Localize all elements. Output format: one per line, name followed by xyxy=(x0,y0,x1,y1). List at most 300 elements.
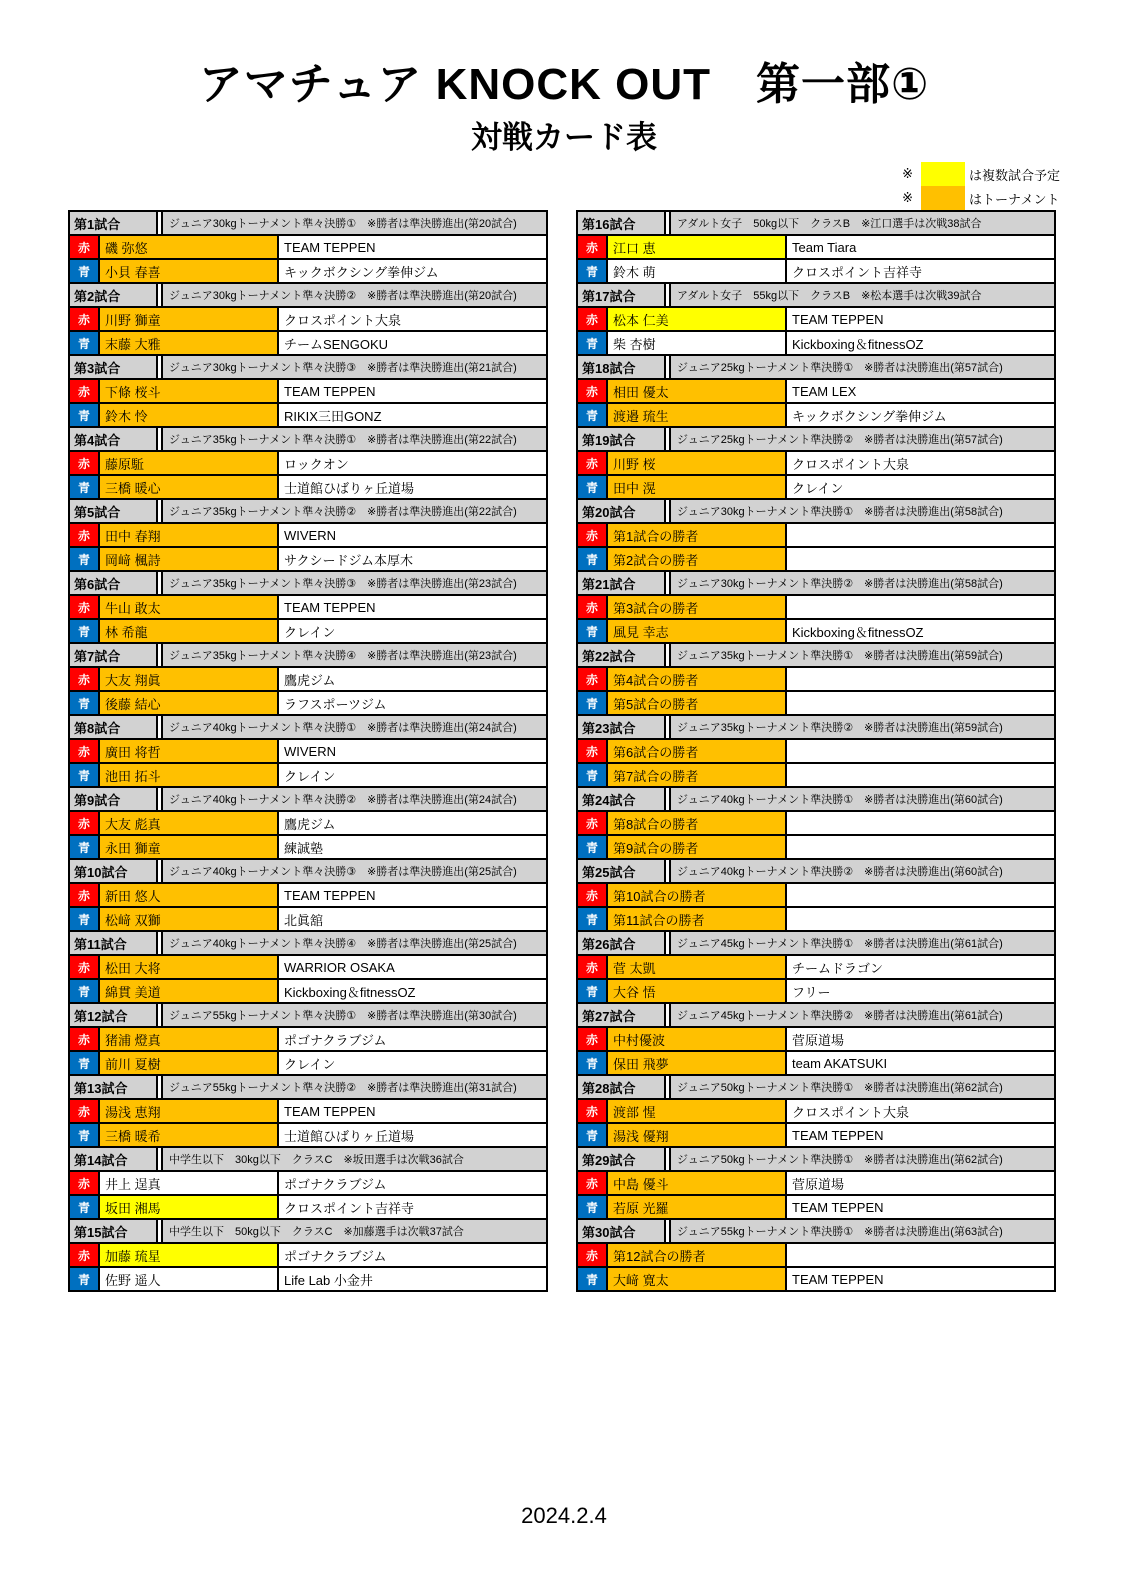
match-number: 第6試合 xyxy=(70,572,158,594)
blue-corner-badge: 青 xyxy=(578,1124,608,1146)
blue-fighter-row xyxy=(70,1196,546,1218)
blue-corner-badge: 青 xyxy=(70,476,100,498)
blue-fighter-name: 渡邉 琉生 xyxy=(608,404,787,426)
match-description: ジュニア50kgトーナメント準決勝① ※勝者は決勝進出(第62試合) xyxy=(669,1076,1054,1098)
blue-fighter-row xyxy=(70,548,546,570)
blue-fighter-gym: team AKATSUKI xyxy=(787,1052,1054,1074)
match-header-row xyxy=(578,1004,1054,1028)
match-header-row xyxy=(578,212,1054,236)
blue-fighter-row xyxy=(578,1052,1054,1074)
blue-fighter-gym xyxy=(787,692,1054,714)
red-fighter-row xyxy=(578,236,1054,260)
red-fighter-row xyxy=(70,884,546,908)
blue-fighter-gym: クロスポイント吉祥寺 xyxy=(279,1196,546,1218)
match-card-tables xyxy=(68,210,1056,1292)
blue-fighter-row xyxy=(70,1052,546,1074)
blue-corner-badge: 青 xyxy=(70,836,100,858)
red-fighter-name: 加藤 琉星 xyxy=(100,1244,279,1266)
red-fighter-row xyxy=(578,1100,1054,1124)
red-fighter-name: 第8試合の勝者 xyxy=(608,812,787,834)
blue-fighter-gym: TEAM TEPPEN xyxy=(787,1196,1054,1218)
blue-corner-badge: 青 xyxy=(70,548,100,570)
match-block xyxy=(576,210,1056,284)
legend xyxy=(902,162,1065,210)
match-number: 第26試合 xyxy=(578,932,666,954)
blue-fighter-row xyxy=(70,980,546,1002)
red-fighter-gym: ポゴナクラブジム xyxy=(279,1244,546,1266)
match-description: ジュニア55kgトーナメント準々決勝② ※勝者は準決勝進出(第31試合) xyxy=(161,1076,546,1098)
blue-fighter-name: 後藤 結心 xyxy=(100,692,279,714)
red-fighter-row xyxy=(70,236,546,260)
match-number: 第17試合 xyxy=(578,284,666,306)
match-block xyxy=(68,1074,548,1148)
match-description: ジュニア35kgトーナメント準々決勝③ ※勝者は準決勝進出(第23試合) xyxy=(161,572,546,594)
red-fighter-row xyxy=(578,1028,1054,1052)
blue-fighter-row xyxy=(70,332,546,354)
blue-fighter-row xyxy=(578,764,1054,786)
blue-fighter-name: 柴 杏樹 xyxy=(608,332,787,354)
red-corner-badge: 赤 xyxy=(70,308,100,330)
blue-fighter-gym: クロスポイント吉祥寺 xyxy=(787,260,1054,282)
blue-fighter-gym: キックボクシング拳伸ジム xyxy=(787,404,1054,426)
red-corner-badge: 赤 xyxy=(70,812,100,834)
red-fighter-name: 廣田 将哲 xyxy=(100,740,279,762)
red-corner-badge: 赤 xyxy=(70,956,100,978)
red-corner-badge: 赤 xyxy=(578,1172,608,1194)
blue-corner-badge: 青 xyxy=(70,692,100,714)
match-description: ジュニア40kgトーナメント準々決勝③ ※勝者は準決勝進出(第25試合) xyxy=(161,860,546,882)
left-column xyxy=(68,210,548,1292)
blue-fighter-row xyxy=(70,1124,546,1146)
page-title: アマチュア KNOCK OUT 第一部① xyxy=(198,60,930,109)
blue-fighter-name: 松﨑 双獅 xyxy=(100,908,279,930)
blue-fighter-gym: 士道館ひばりヶ丘道場 xyxy=(279,476,546,498)
red-corner-badge: 赤 xyxy=(70,668,100,690)
blue-fighter-gym xyxy=(787,548,1054,570)
blue-fighter-gym: 士道館ひばりヶ丘道場 xyxy=(279,1124,546,1146)
red-fighter-name: 猪浦 燈真 xyxy=(100,1028,279,1050)
blue-fighter-gym: チームSENGOKU xyxy=(279,332,546,354)
match-header-row xyxy=(578,1148,1054,1172)
match-block xyxy=(576,426,1056,500)
blue-corner-badge: 青 xyxy=(70,620,100,642)
blue-fighter-row xyxy=(70,764,546,786)
match-description: ジュニア40kgトーナメント準々決勝① ※勝者は準決勝進出(第24試合) xyxy=(161,716,546,738)
match-block xyxy=(576,786,1056,860)
match-header-row xyxy=(578,356,1054,380)
blue-fighter-name: 大谷 悟 xyxy=(608,980,787,1002)
match-header-row xyxy=(70,1148,546,1172)
yellow-swatch xyxy=(921,162,965,186)
red-corner-badge: 赤 xyxy=(70,236,100,258)
match-description: ジュニア30kgトーナメント準々決勝① ※勝者は準決勝進出(第20試合) xyxy=(161,212,546,234)
red-fighter-name: 松本 仁美 xyxy=(608,308,787,330)
red-fighter-name: 第4試合の勝者 xyxy=(608,668,787,690)
blue-fighter-name: 第5試合の勝者 xyxy=(608,692,787,714)
match-number: 第10試合 xyxy=(70,860,158,882)
match-block xyxy=(576,282,1056,356)
asterisk-mark: ※ xyxy=(902,190,913,205)
red-fighter-gym: WIVERN xyxy=(279,740,546,762)
red-fighter-gym: チームドラゴン xyxy=(787,956,1054,978)
match-block xyxy=(68,714,548,788)
match-header-row xyxy=(70,500,546,524)
blue-fighter-name: 永田 獅童 xyxy=(100,836,279,858)
blue-fighter-gym: クレイン xyxy=(787,476,1054,498)
red-fighter-name: 中島 優斗 xyxy=(608,1172,787,1194)
match-description: ジュニア40kgトーナメント準決勝② ※勝者は決勝進出(第60試合) xyxy=(669,860,1054,882)
legend-label: はトーナメント xyxy=(969,191,1060,207)
blue-corner-badge: 青 xyxy=(578,476,608,498)
match-block xyxy=(68,930,548,1004)
match-description: ジュニア40kgトーナメント準々決勝④ ※勝者は準決勝進出(第25試合) xyxy=(161,932,546,954)
page-subtitle: 対戦カード表 xyxy=(471,120,657,155)
match-header-row xyxy=(578,932,1054,956)
red-fighter-row xyxy=(70,812,546,836)
red-corner-badge: 赤 xyxy=(578,668,608,690)
match-header-row xyxy=(578,860,1054,884)
match-description: ジュニア35kgトーナメント準々決勝① ※勝者は準決勝進出(第22試合) xyxy=(161,428,546,450)
blue-fighter-name: 大﨑 寛太 xyxy=(608,1268,787,1290)
blue-fighter-name: 三橋 暖希 xyxy=(100,1124,279,1146)
match-block xyxy=(68,858,548,932)
red-corner-badge: 赤 xyxy=(70,884,100,906)
blue-corner-badge: 青 xyxy=(578,620,608,642)
red-corner-badge: 赤 xyxy=(70,1244,100,1266)
blue-corner-badge: 青 xyxy=(70,1268,100,1290)
red-corner-badge: 赤 xyxy=(70,596,100,618)
red-fighter-name: 渡部 惺 xyxy=(608,1100,787,1122)
match-block xyxy=(68,786,548,860)
blue-fighter-name: 鈴木 怜 xyxy=(100,404,279,426)
red-fighter-row xyxy=(70,668,546,692)
blue-fighter-gym: サクシードジム本厚木 xyxy=(279,548,546,570)
red-fighter-row xyxy=(578,308,1054,332)
match-number: 第21試合 xyxy=(578,572,666,594)
blue-fighter-row xyxy=(578,620,1054,642)
match-header-row xyxy=(70,428,546,452)
blue-fighter-gym: TEAM TEPPEN xyxy=(787,1268,1054,1290)
red-fighter-row xyxy=(70,1244,546,1268)
match-number: 第25試合 xyxy=(578,860,666,882)
match-number: 第22試合 xyxy=(578,644,666,666)
red-corner-badge: 赤 xyxy=(578,1028,608,1050)
match-number: 第5試合 xyxy=(70,500,158,522)
blue-fighter-name: 末藤 大雅 xyxy=(100,332,279,354)
red-fighter-name: 相田 優太 xyxy=(608,380,787,402)
blue-fighter-name: 風見 幸志 xyxy=(608,620,787,642)
blue-fighter-row xyxy=(70,260,546,282)
blue-fighter-row xyxy=(578,836,1054,858)
blue-fighter-row xyxy=(70,404,546,426)
match-description: ジュニア30kgトーナメント準々決勝② ※勝者は準決勝進出(第20試合) xyxy=(161,284,546,306)
red-fighter-name: 藤原駈 xyxy=(100,452,279,474)
red-fighter-row xyxy=(70,308,546,332)
red-corner-badge: 赤 xyxy=(578,740,608,762)
blue-fighter-name: 岡﨑 楓詩 xyxy=(100,548,279,570)
legend-item-multiple-bouts xyxy=(902,162,1065,186)
match-block xyxy=(576,1074,1056,1148)
blue-fighter-gym: RIKIX三田GONZ xyxy=(279,404,546,426)
match-header-row xyxy=(578,644,1054,668)
red-fighter-gym: Team Tiara xyxy=(787,236,1054,258)
match-header-row xyxy=(70,1076,546,1100)
blue-fighter-row xyxy=(578,980,1054,1002)
red-fighter-gym xyxy=(787,1244,1054,1266)
blue-corner-badge: 青 xyxy=(578,980,608,1002)
red-fighter-gym xyxy=(787,740,1054,762)
match-number: 第9試合 xyxy=(70,788,158,810)
blue-fighter-name: 前川 夏樹 xyxy=(100,1052,279,1074)
blue-fighter-row xyxy=(578,692,1054,714)
match-description: ジュニア55kgトーナメント準決勝① ※勝者は決勝進出(第63試合) xyxy=(669,1220,1054,1242)
red-fighter-name: 江口 恵 xyxy=(608,236,787,258)
red-corner-badge: 赤 xyxy=(70,740,100,762)
match-description: ジュニア55kgトーナメント準々決勝① ※勝者は準決勝進出(第30試合) xyxy=(161,1004,546,1026)
match-block xyxy=(576,642,1056,716)
red-corner-badge: 赤 xyxy=(70,380,100,402)
red-corner-badge: 赤 xyxy=(70,524,100,546)
red-corner-badge: 赤 xyxy=(578,812,608,834)
blue-fighter-gym: クレイン xyxy=(279,620,546,642)
blue-fighter-gym: フリー xyxy=(787,980,1054,1002)
red-corner-badge: 赤 xyxy=(578,452,608,474)
match-block xyxy=(576,570,1056,644)
blue-corner-badge: 青 xyxy=(70,1052,100,1074)
red-fighter-gym: TEAM TEPPEN xyxy=(787,308,1054,330)
red-fighter-row xyxy=(70,524,546,548)
red-fighter-gym: クロスポイント大泉 xyxy=(787,452,1054,474)
blue-corner-badge: 青 xyxy=(70,764,100,786)
match-block xyxy=(576,714,1056,788)
blue-corner-badge: 青 xyxy=(578,836,608,858)
red-fighter-gym: TEAM TEPPEN xyxy=(279,596,546,618)
blue-corner-badge: 青 xyxy=(578,764,608,786)
match-description: 中学生以下 30kg以下 クラスC ※坂田選手は次戦36試合 xyxy=(161,1148,546,1170)
red-corner-badge: 赤 xyxy=(578,236,608,258)
red-fighter-name: 中村優波 xyxy=(608,1028,787,1050)
red-fighter-gym xyxy=(787,884,1054,906)
match-number: 第28試合 xyxy=(578,1076,666,1098)
red-fighter-name: 第3試合の勝者 xyxy=(608,596,787,618)
match-header-row xyxy=(578,428,1054,452)
match-block xyxy=(68,498,548,572)
red-fighter-row xyxy=(578,668,1054,692)
red-fighter-gym: ポゴナクラブジム xyxy=(279,1028,546,1050)
red-fighter-row xyxy=(578,524,1054,548)
match-number: 第27試合 xyxy=(578,1004,666,1026)
red-fighter-row xyxy=(578,596,1054,620)
blue-corner-badge: 青 xyxy=(578,1268,608,1290)
match-number: 第16試合 xyxy=(578,212,666,234)
red-fighter-row xyxy=(70,380,546,404)
blue-fighter-row xyxy=(70,476,546,498)
red-fighter-row xyxy=(578,884,1054,908)
match-number: 第14試合 xyxy=(70,1148,158,1170)
red-fighter-gym: TEAM TEPPEN xyxy=(279,236,546,258)
blue-fighter-gym: キックボクシング拳伸ジム xyxy=(279,260,546,282)
blue-fighter-name: 第9試合の勝者 xyxy=(608,836,787,858)
blue-fighter-gym: Kickboxing＆fitnessOZ xyxy=(787,332,1054,354)
blue-fighter-gym: Kickboxing＆fitnessOZ xyxy=(279,980,546,1002)
blue-fighter-row xyxy=(70,620,546,642)
blue-fighter-row xyxy=(578,908,1054,930)
red-corner-badge: 赤 xyxy=(578,308,608,330)
match-header-row xyxy=(70,284,546,308)
match-description: ジュニア35kgトーナメント準決勝② ※勝者は決勝進出(第59試合) xyxy=(669,716,1054,738)
red-fighter-name: 川野 桜 xyxy=(608,452,787,474)
match-header-row xyxy=(70,860,546,884)
red-fighter-name: 川野 獅童 xyxy=(100,308,279,330)
red-fighter-row xyxy=(70,740,546,764)
match-block xyxy=(68,354,548,428)
blue-corner-badge: 青 xyxy=(578,404,608,426)
red-fighter-gym xyxy=(787,524,1054,546)
match-number: 第3試合 xyxy=(70,356,158,378)
blue-corner-badge: 青 xyxy=(578,908,608,930)
match-block xyxy=(68,426,548,500)
red-fighter-gym: 菅原道場 xyxy=(787,1028,1054,1050)
match-description: ジュニア30kgトーナメント準決勝② ※勝者は決勝進出(第58試合) xyxy=(669,572,1054,594)
red-fighter-row xyxy=(70,1028,546,1052)
red-corner-badge: 赤 xyxy=(578,524,608,546)
match-block xyxy=(576,1146,1056,1220)
match-description: ジュニア30kgトーナメント準々決勝③ ※勝者は準決勝進出(第21試合) xyxy=(161,356,546,378)
match-header-row xyxy=(578,716,1054,740)
red-fighter-row xyxy=(578,452,1054,476)
blue-fighter-row xyxy=(70,908,546,930)
red-corner-badge: 赤 xyxy=(70,452,100,474)
red-fighter-row xyxy=(578,1172,1054,1196)
match-block xyxy=(576,354,1056,428)
match-number: 第12試合 xyxy=(70,1004,158,1026)
blue-fighter-name: 小貝 春喜 xyxy=(100,260,279,282)
red-fighter-name: 田中 春翔 xyxy=(100,524,279,546)
blue-fighter-row xyxy=(578,548,1054,570)
match-description: ジュニア25kgトーナメント準決勝① ※勝者は決勝進出(第57試合) xyxy=(669,356,1054,378)
match-block xyxy=(576,1218,1056,1292)
match-number: 第1試合 xyxy=(70,212,158,234)
blue-fighter-name: 若原 光羅 xyxy=(608,1196,787,1218)
blue-fighter-name: 湯浅 優翔 xyxy=(608,1124,787,1146)
blue-fighter-gym: 練誠塾 xyxy=(279,836,546,858)
match-number: 第13試合 xyxy=(70,1076,158,1098)
match-block xyxy=(68,1218,548,1292)
blue-fighter-gym xyxy=(787,908,1054,930)
blue-fighter-name: 坂田 湘馬 xyxy=(100,1196,279,1218)
red-fighter-row xyxy=(578,1244,1054,1268)
red-corner-badge: 赤 xyxy=(70,1172,100,1194)
red-fighter-row xyxy=(578,740,1054,764)
red-corner-badge: 赤 xyxy=(578,596,608,618)
match-number: 第4試合 xyxy=(70,428,158,450)
blue-fighter-gym: ラフスポーツジム xyxy=(279,692,546,714)
blue-fighter-row xyxy=(578,260,1054,282)
match-description: ジュニア50kgトーナメント準決勝① ※勝者は決勝進出(第62試合) xyxy=(669,1148,1054,1170)
match-number: 第23試合 xyxy=(578,716,666,738)
red-corner-badge: 赤 xyxy=(578,884,608,906)
match-description: ジュニア35kgトーナメント準決勝① ※勝者は決勝進出(第59試合) xyxy=(669,644,1054,666)
blue-fighter-name: 池田 拓斗 xyxy=(100,764,279,786)
right-column xyxy=(576,210,1056,1292)
red-fighter-row xyxy=(578,956,1054,980)
match-header-row xyxy=(578,1076,1054,1100)
blue-corner-badge: 青 xyxy=(70,908,100,930)
red-fighter-name: 大友 翔眞 xyxy=(100,668,279,690)
match-number: 第30試合 xyxy=(578,1220,666,1242)
red-corner-badge: 赤 xyxy=(70,1028,100,1050)
red-corner-badge: 赤 xyxy=(578,380,608,402)
match-header-row xyxy=(578,500,1054,524)
match-number: 第29試合 xyxy=(578,1148,666,1170)
match-block xyxy=(576,858,1056,932)
blue-corner-badge: 青 xyxy=(578,1052,608,1074)
red-fighter-name: 牛山 敢太 xyxy=(100,596,279,618)
blue-fighter-gym: 北眞舘 xyxy=(279,908,546,930)
red-fighter-gym: 菅原道場 xyxy=(787,1172,1054,1194)
red-fighter-gym: クロスポイント大泉 xyxy=(787,1100,1054,1122)
red-fighter-gym: 鷹虎ジム xyxy=(279,668,546,690)
blue-fighter-name: 林 希龍 xyxy=(100,620,279,642)
blue-fighter-name: 保田 飛夢 xyxy=(608,1052,787,1074)
match-header-row xyxy=(70,1220,546,1244)
blue-fighter-gym: TEAM TEPPEN xyxy=(787,1124,1054,1146)
red-fighter-name: 松田 大将 xyxy=(100,956,279,978)
red-fighter-gym xyxy=(787,596,1054,618)
match-number: 第20試合 xyxy=(578,500,666,522)
red-fighter-name: 井上 逞真 xyxy=(100,1172,279,1194)
red-fighter-gym: TEAM TEPPEN xyxy=(279,380,546,402)
match-description: ジュニア40kgトーナメント準々決勝② ※勝者は準決勝進出(第24試合) xyxy=(161,788,546,810)
blue-fighter-gym xyxy=(787,764,1054,786)
match-header-row xyxy=(70,788,546,812)
match-block xyxy=(576,498,1056,572)
match-description: ジュニア35kgトーナメント準々決勝② ※勝者は準決勝進出(第22試合) xyxy=(161,500,546,522)
blue-corner-badge: 青 xyxy=(578,332,608,354)
match-header-row xyxy=(70,356,546,380)
red-fighter-gym: ポゴナクラブジム xyxy=(279,1172,546,1194)
blue-fighter-row xyxy=(578,1268,1054,1290)
asterisk-mark: ※ xyxy=(902,166,913,181)
match-header-row xyxy=(70,212,546,236)
blue-fighter-name: 田中 滉 xyxy=(608,476,787,498)
match-header-row xyxy=(70,1004,546,1028)
match-description: アダルト女子 50kg以下 クラスB ※江口選手は次戦38試合 xyxy=(669,212,1054,234)
match-number: 第24試合 xyxy=(578,788,666,810)
match-number: 第18試合 xyxy=(578,356,666,378)
match-header-row xyxy=(578,1220,1054,1244)
blue-fighter-name: 佐野 遥人 xyxy=(100,1268,279,1290)
match-header-row xyxy=(70,932,546,956)
match-block xyxy=(68,210,548,284)
match-header-row xyxy=(70,644,546,668)
blue-fighter-row xyxy=(70,836,546,858)
red-fighter-row xyxy=(70,1100,546,1124)
match-description: ジュニア25kgトーナメント準決勝② ※勝者は決勝進出(第57試合) xyxy=(669,428,1054,450)
legend-item-tournament xyxy=(902,186,1065,210)
blue-fighter-name: 三橋 暖心 xyxy=(100,476,279,498)
match-description: ジュニア35kgトーナメント準々決勝④ ※勝者は準決勝進出(第23試合) xyxy=(161,644,546,666)
red-fighter-row xyxy=(70,1172,546,1196)
match-number: 第19試合 xyxy=(578,428,666,450)
match-description: ジュニア40kgトーナメント準決勝① ※勝者は決勝進出(第60試合) xyxy=(669,788,1054,810)
red-fighter-gym: WIVERN xyxy=(279,524,546,546)
blue-corner-badge: 青 xyxy=(70,1124,100,1146)
blue-fighter-row xyxy=(578,404,1054,426)
red-fighter-row xyxy=(578,812,1054,836)
blue-fighter-gym: Life Lab 小金井 xyxy=(279,1268,546,1290)
red-fighter-name: 第1試合の勝者 xyxy=(608,524,787,546)
